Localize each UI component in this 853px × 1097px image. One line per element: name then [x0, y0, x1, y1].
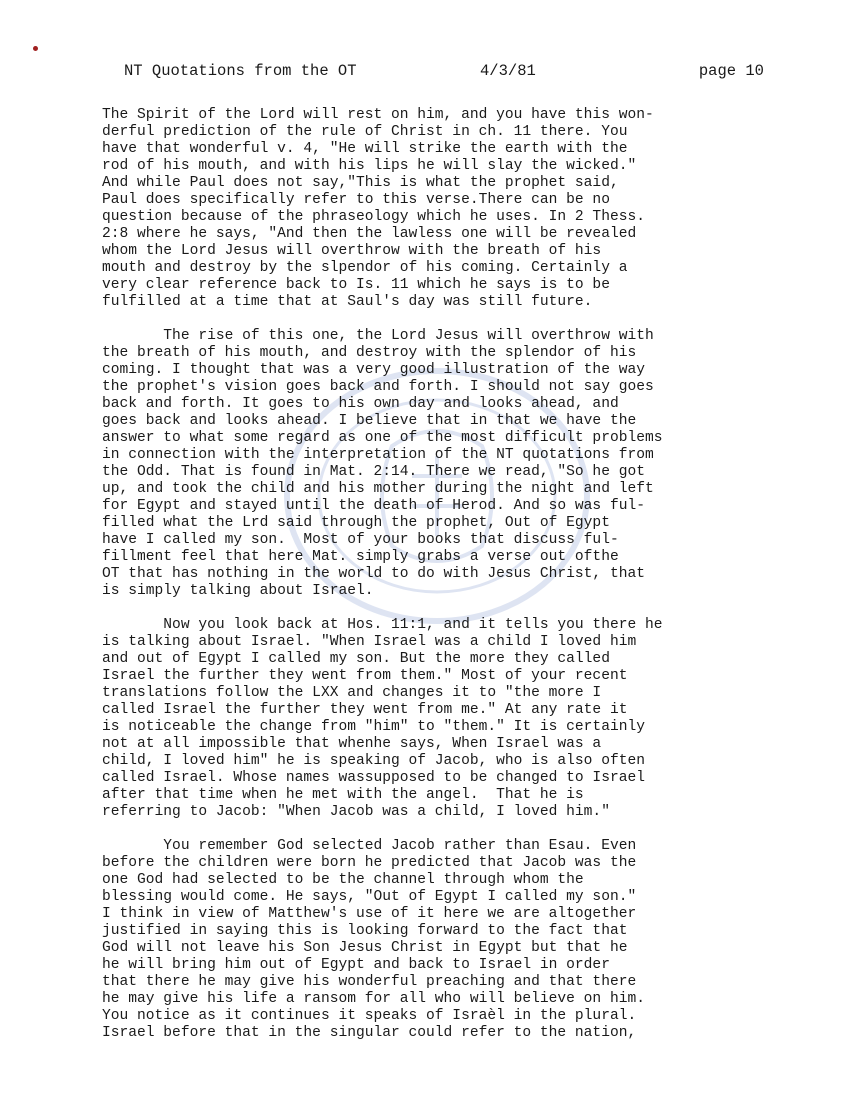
text-line: very clear reference back to Is. 11 which he says is to be — [102, 277, 610, 293]
text-line: have I called my son. Most of your books that discuss ful- — [102, 532, 619, 548]
text-line: up, and took the child and his mother during the night and left — [102, 481, 654, 497]
text-line: answer to what some regard as one of the most difficult problems — [102, 430, 663, 446]
text-line: OT that has nothing in the world to do with Jesus Christ, that — [102, 566, 645, 582]
text-line: fulfilled at a time that at Saul's day was still future. — [102, 294, 593, 310]
text-line: mouth and destroy by the slpendor of his coming. Certainly a — [102, 260, 628, 276]
text-line: the breath of his mouth, and destroy with the splendor of his — [102, 345, 637, 361]
text-line: he will bring him out of Egypt and back to Israel in order — [102, 957, 610, 973]
text-line: Now you look back at Hos. 11:1, and it tells you there he — [102, 617, 663, 633]
text-line: rod of his mouth, and with his lips he will slay the wicked." — [102, 158, 637, 174]
text-line: that there he may give his wonderful preaching and that there — [102, 974, 637, 990]
text-line: filled what the Lrd said through the prophet, Out of Egypt — [102, 515, 610, 531]
text-line: justified in saying this is looking forward to the fact that — [102, 923, 628, 939]
text-line: question because of the phraseology which he uses. In 2 Thess. — [102, 209, 645, 225]
text-line: fillment feel that here Mat. simply grabs a verse out ofthe — [102, 549, 619, 565]
text-line: back and forth. It goes to his own day and looks ahead, and — [102, 396, 619, 412]
header-page-number: page 10 — [698, 62, 764, 80]
text-line: translations follow the LXX and changes it to "the more I — [102, 685, 602, 701]
text-line: coming. I thought that was a very good illustration of the way — [102, 362, 645, 378]
text-line: before the children were born he predicted that Jacob was the — [102, 855, 637, 871]
text-line: is simply talking about Israel. — [102, 583, 374, 599]
text-line: blessing would come. He says, "Out of Egypt I called my son." — [102, 889, 637, 905]
paragraph — [102, 328, 782, 600]
paragraph — [102, 838, 782, 1042]
text-line: is talking about Israel. "When Israel was a child I loved him — [102, 634, 637, 650]
text-line: The Spirit of the Lord will rest on him, and you have this won- — [102, 107, 654, 123]
text-line: The rise of this one, the Lord Jesus will overthrow with — [102, 328, 654, 344]
text-line: for Egypt and stayed until the death of Herod. And so was ful- — [102, 498, 645, 514]
text-line: whom the Lord Jesus will overthrow with the breath of his — [102, 243, 602, 259]
text-line: derful prediction of the rule of Christ in ch. 11 there. You — [102, 124, 628, 140]
text-line: is noticeable the change from "him" to "them." It is certainly — [102, 719, 645, 735]
text-line: one God had selected to be the channel through whom the — [102, 872, 584, 888]
text-line: You remember God selected Jacob rather than Esau. Even — [102, 838, 637, 854]
text-line: and out of Egypt I called my son. But the more they called — [102, 651, 610, 667]
text-line: he may give his life a ransom for all who will believe on him. — [102, 991, 645, 1007]
page-header — [124, 62, 764, 82]
text-line: I think in view of Matthew's use of it here we are altogether — [102, 906, 637, 922]
text-line: in connection with the interpretation of the NT quotations from — [102, 447, 654, 463]
text-line: not at all impossible that whenhe says, When Israel was a — [102, 736, 602, 752]
paragraph — [102, 617, 782, 821]
header-date: 4/3/81 — [480, 62, 536, 80]
text-line: referring to Jacob: "When Jacob was a child, I loved him." — [102, 804, 610, 820]
text-line: 2:8 where he says, "And then the lawless one will be revealed — [102, 226, 637, 242]
text-line: after that time when he met with the angel. That he is — [102, 787, 584, 803]
text-line: called Israel. Whose names wassupposed to be changed to Israel — [102, 770, 645, 786]
text-line: God will not leave his Son Jesus Christ in Egypt but that he — [102, 940, 628, 956]
header-title: NT Quotations from the OT — [124, 62, 357, 80]
text-line: called Israel the further they went from me." At any rate it — [102, 702, 628, 718]
text-line: have that wonderful v. 4, "He will strike the earth with the — [102, 141, 628, 157]
text-line: the prophet's vision goes back and forth. I should not say goes — [102, 379, 654, 395]
text-line: child, I loved him" he is speaking of Jacob, who is also often — [102, 753, 645, 769]
text-line: Israel the further they went from them." Most of your recent — [102, 668, 628, 684]
text-line: Israel before that in the singular could refer to the nation, — [102, 1025, 637, 1041]
paragraph — [102, 107, 782, 311]
body-text — [102, 107, 782, 1059]
text-line: the Odd. That is found in Mat. 2:14. There we read, "So he got — [102, 464, 645, 480]
text-line: goes back and looks ahead. I believe that in that we have the — [102, 413, 637, 429]
text-line: Paul does specifically refer to this verse.There can be no — [102, 192, 610, 208]
ink-speck — [33, 46, 38, 51]
text-line: You notice as it continues it speaks of Israèl in the plural. — [102, 1008, 637, 1024]
text-line: And while Paul does not say,"This is what the prophet said, — [102, 175, 619, 191]
